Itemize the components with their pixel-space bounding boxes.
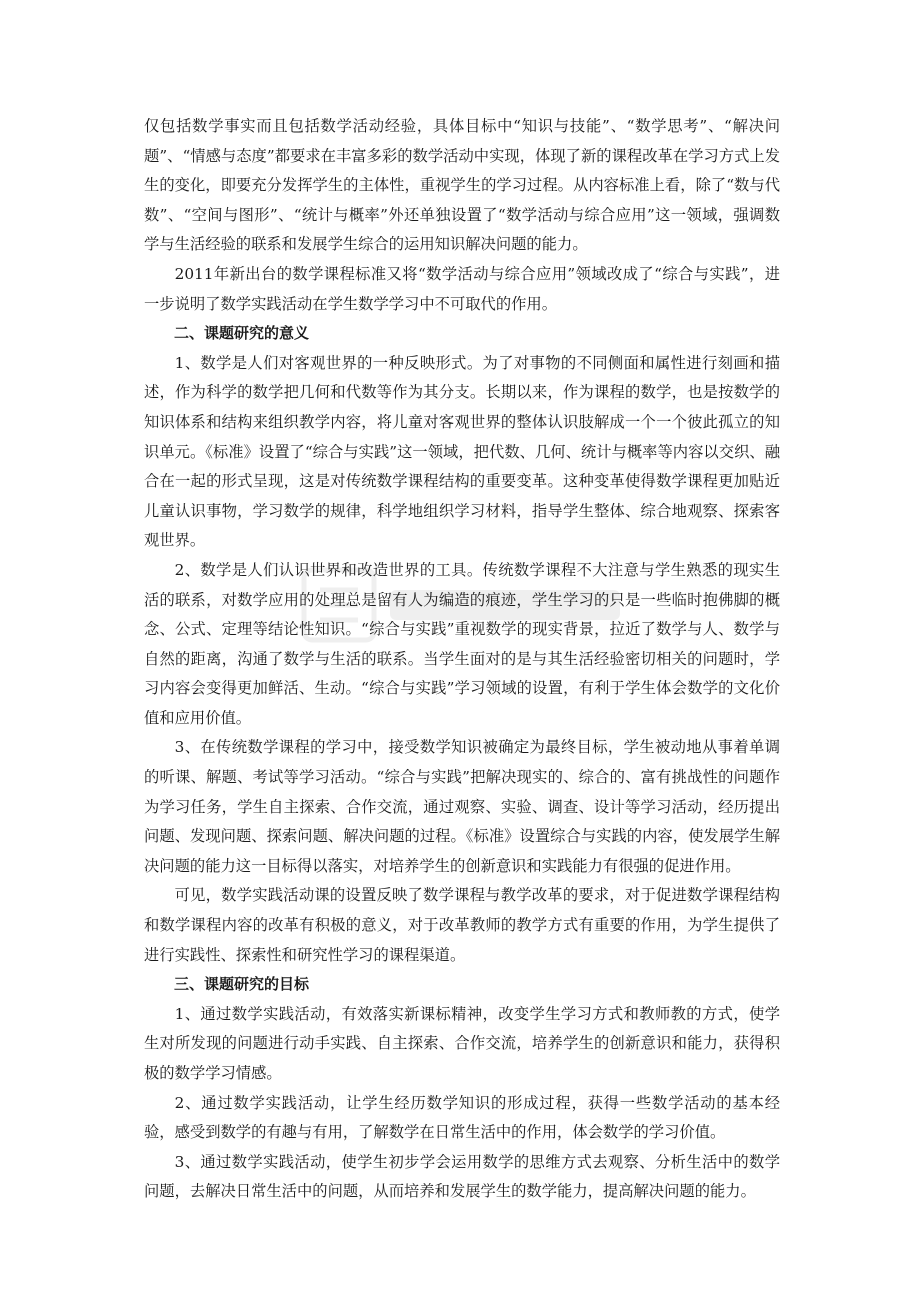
paragraph-goal-1: 1、通过数学实践活动，有效落实新课标精神，改变学生学习方式和教师教的方式，使学生对所发现的问题进行动手实践、自主探索、合作交流，培养学生的创新意识和能力，获得积极的数学学习情感。: [144, 1004, 780, 1082]
paragraph-goal-2: 2、通过数学实践活动，让学生经历数学知识的形成过程，获得一些数学活动的基本经验，感受到数学的有趣与有用，了解数学在日常生活中的作用，体会数学的学习价值。: [144, 1093, 780, 1142]
paragraph-significance-1: 1、数学是人们对客观世界的一种反映形式。为了对事物的不同侧面和属性进行刻画和描述，作为科学的数学把几何和代数等作为其分支。长期以来，作为课程的数学，也是按数学的知识体系和结构来组织教学内容，将儿童对客观世界的整体认识肢解成一个一个彼此孤立的知识单元。《标准》设置了“综合与实践”这一领域，把代数、几何、统计与概率等内容以交织、融合在一起的形式呈现，这是对传统数学课程结构的重要变革。这种变革使得数学课程更加贴近儿童认识事物，学习数学的规律，科学地组织学习材料，指导学生整体、综合地观察、探索客观世界。: [144, 353, 780, 550]
paragraph-goal-3: 3、通过数学实践活动，使学生初步学会运用数学的思维方式去观察、分析生活中的数学问题，去解决日常生活中的问题，从而培养和发展学生的数学能力，提高解决问题的能力。: [144, 1152, 780, 1201]
paragraph-standard-2011: 2011年新出台的数学课程标准又将“数学活动与综合应用”领域改成了“综合与实践”，进一步说明了数学实践活动在学生数学学习中不可取代的作用。: [144, 264, 780, 313]
paragraph-conclusion: 可见，数学实践活动课的设置反映了数学课程与教学改革的要求，对于促进数学课程结构和数学课程内容的改革有积极的意义，对于改革教师的教学方式有重要的作用，为学生提供了进行实践性、探索性和研究性学习的课程渠道。: [144, 886, 780, 964]
section-heading-goals: 三、课题研究的目标: [174, 975, 310, 994]
paragraph-significance-2: 2、数学是人们认识世界和改造世界的工具。传统数学课程不大注意与学生熟悉的现实生活的联系，对数学应用的处理总是留有人为编造的痕迹，学生学习的只是一些临时抱佛脚的概念、公式、定理等结论性知识。“综合与实践”重视数学的现实背景，拉近了数学与人、数学与自然的距离，沟通了数学与生活的联系。当学生面对的是与其生活经验密切相关的问题时，学习内容会变得更加鲜活、生动。“综合与实践”学习领域的设置，有利于学生体会数学的文化价值和应用价值。: [144, 560, 780, 727]
paragraph-continuation: 仅包括数学事实而且包括数学活动经验，具体目标中“知识与技能”、“数学思考”、“解决问题”、“情感与态度”都要求在丰富多彩的数学活动中实现，体现了新的课程改革在学习方式上发生的变化，即要充分发挥学生的主体性，重视学生的学习过程。从内容标准上看，除了“数与代数”、“空间与图形”、“统计与概率”外还单独设置了“数学活动与综合应用”这一领域，强调数学与生活经验的联系和发展学生综合的运用知识解决问题的能力。: [144, 117, 780, 254]
paragraph-significance-3: 3、在传统数学课程的学习中，接受数学知识被确定为最终目标，学生被动地从事着单调的听课、解题、考试等学习活动。“综合与实践”把解决现实的、综合的、富有挑战性的问题作为学习任务，学生自主探索、合作交流，通过观察、实验、调查、设计等学习活动，经历提出问题、发现问题、探索问题、解决问题的过程。《标准》设置综合与实践的内容，使发展学生解决问题的能力这一目标得以落实，对培养学生的创新意识和实践能力有很强的促进作用。: [144, 738, 780, 875]
section-heading-significance: 二、课题研究的意义: [174, 324, 310, 343]
document-body: [144, 112, 780, 1207]
